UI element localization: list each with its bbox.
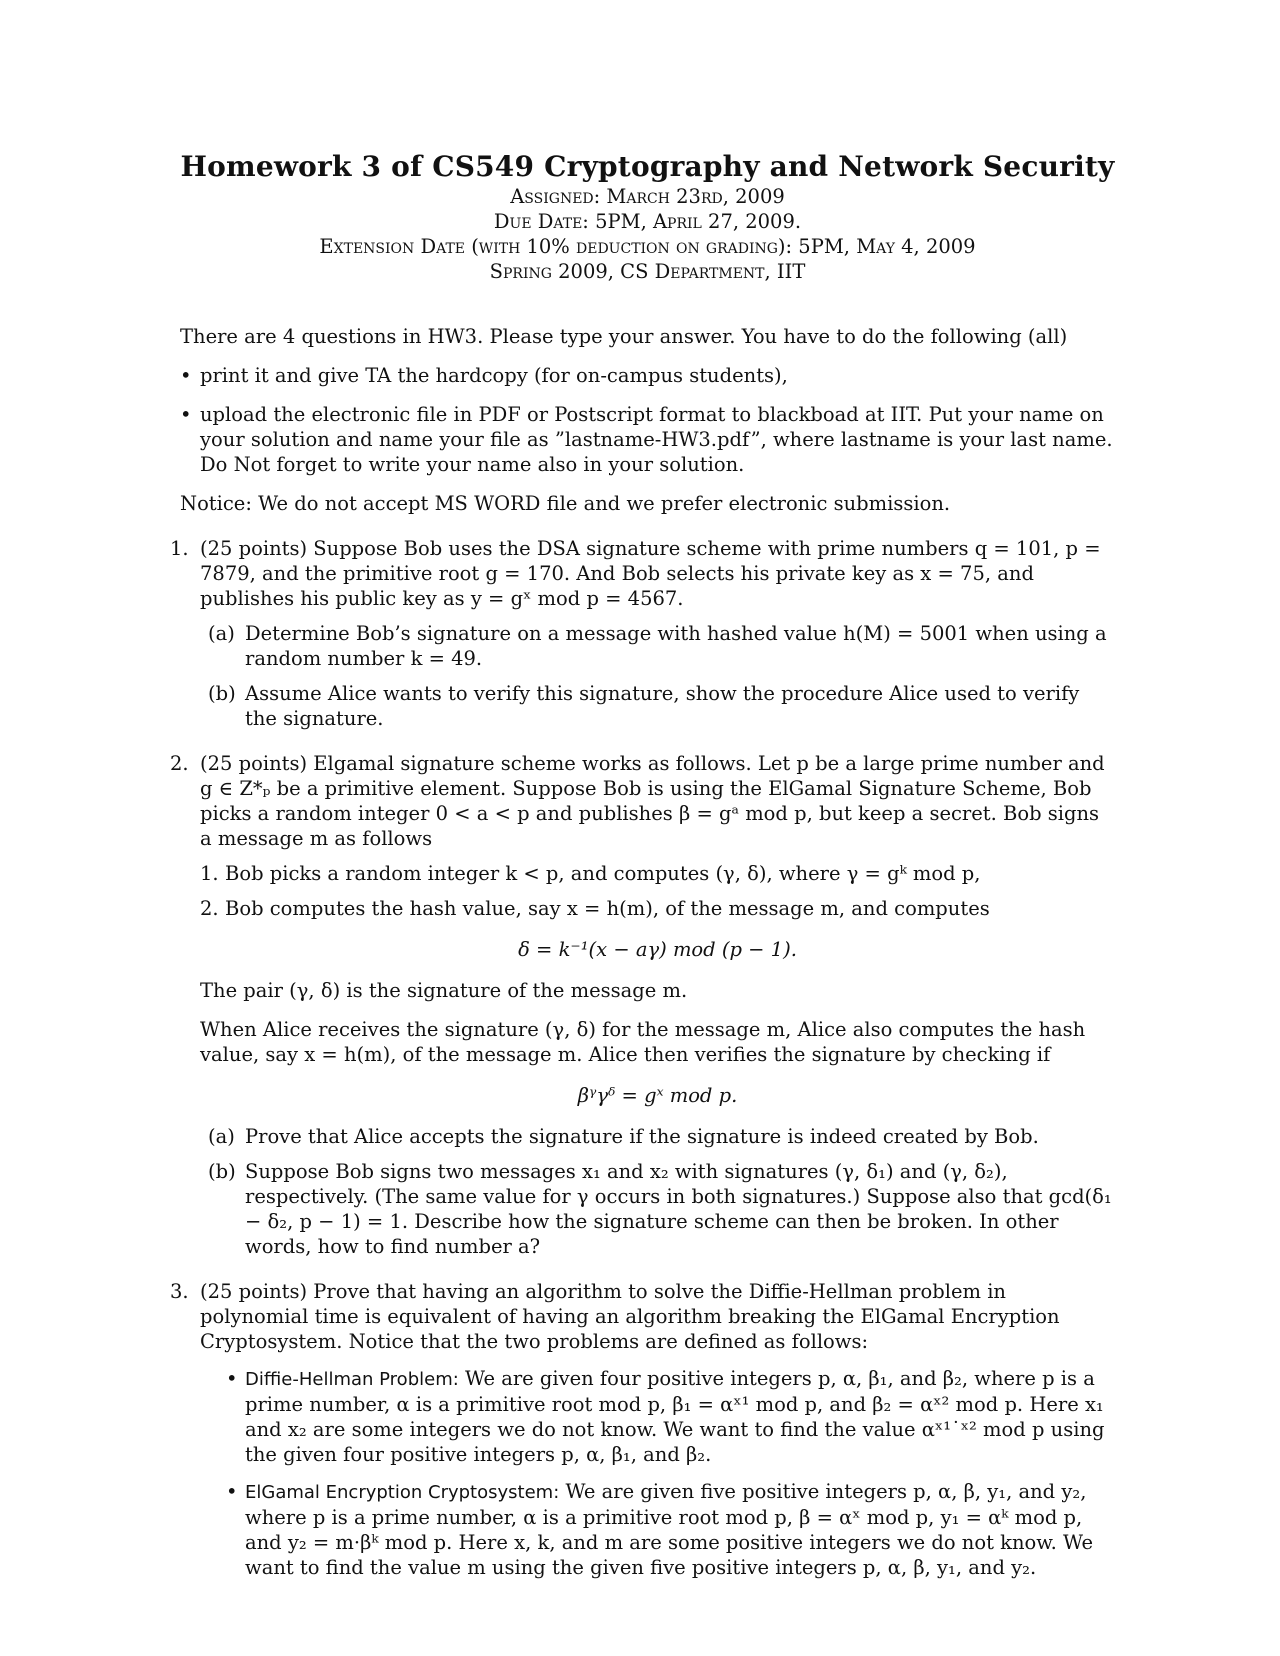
question-1a [200,621,1115,671]
question-1b [200,681,1115,731]
question-2b-label: (b) [208,1160,236,1183]
document-page [170,150,1115,1580]
question-2-number: 2. [170,752,189,775]
signature-equation: δ = k⁻¹(x − aγ) mod (p − 1). [518,938,797,961]
question-2a-label: (a) [208,1125,235,1148]
question-3-number: 3. [170,1280,189,1303]
question-1-text: (25 points) Suppose Bob uses the DSA signature scheme with prime numbers q = 101, p = 7879, and the primitive root g = 170. And Bob selects his private key as x = 75, and publishes his public key as y = gˣ mod p = 4567. [200,537,1101,610]
question-1a-text: Determine Bob’s signature on a message with hashed value h(M) = 5001 when using a random number k = 49. [245,622,1107,670]
question-2-step-2-text: Bob computes the hash value, say x = h(m), of the message m, and computes [225,897,990,920]
question-2-pair: The pair (γ, δ) is the signature of the message m. [200,979,688,1002]
question-2a-text: Prove that Alice accepts the signature if the signature is indeed created by Bob. [245,1125,1039,1148]
assigned-date: Assigned: March 23rd, 2009 [510,185,785,208]
question-1b-text: Assume Alice wants to verify this signature, show the procedure Alice used to verify the signature. [245,682,1080,730]
question-1b-label: (b) [208,682,236,705]
extension-date: Extension Date (with 10% deduction on grading): 5PM, May 4, 2009 [319,235,976,258]
question-2-step-2 [200,896,1115,921]
question-3-text: (25 points) Prove that having an algorithm to solve the Diffie-Hellman problem in polynomial time is equivalent of having an algorithm breaking the ElGamal Encryption Cryptosystem. Notice that the two problems are defined as follows: [200,1280,1060,1353]
notice: Notice: We do not accept MS WORD file and we prefer electronic submission. [180,492,951,515]
diffie-hellman-label: Diffie-Hellman Problem: [245,1369,459,1390]
verification-equation: βᵞγᵟ = gˣ mod p. [577,1084,738,1107]
intro-bullet-upload: • upload the electronic file in PDF or Postscript format to blackboad at IIT. Put your name on your solution and name your file as ”lastname-HW3.pdf”, where lastname is your last name. Do Not forget to write your name also in your solution. [180,402,1115,477]
question-2-text: (25 points) Elgamal signature scheme works as follows. Let p be a large prime number and g ∈ Z*ₚ be a primitive element. Suppose Bob is using the ElGamal Signature Scheme, Bob picks a random integer 0 < a < p and publishes β = gᵃ mod p, but keep a secret. Bob signs a message m as follows [200,752,1105,850]
question-3 [170,1279,1115,1580]
elgamal-text: We are given five positive integers p, α, β, y₁, and y₂, where p is a prime number, α is a primitive root mod p, β = αˣ mod p, y₁ = αᵏ mod p, and y₂ = m·βᵏ mod p. Here x, k, and m are some positive integers we do not know. We want to find the value m using the given five positive integers p, α, β, y₁, and y₂. [245,1480,1094,1579]
question-2b [200,1159,1115,1259]
question-2a [200,1124,1115,1149]
question-2-step-2-label: 2. [200,897,219,920]
question-2-step-1 [200,861,1115,886]
homework-title: Homework 3 of CS549 Cryptography and Network Security [180,150,1115,183]
question-2-step-1-text: Bob picks a random integer k < p, and computes (γ, δ), where γ = gᵏ mod p, [225,862,981,885]
intro-lead: There are 4 questions in HW3. Please type your answer. You have to do the following (all) [180,325,1068,348]
question-2-verify: When Alice receives the signature (γ, δ) for the message m, Alice also computes the hash value, say x = h(m), of the message m. Alice then verifies the signature by checking if [200,1018,1086,1066]
intro-bullet-print: • print it and give TA the hardcopy (for on-campus students), [180,363,1115,388]
due-date: Due Date: 5PM, April 27, 2009. [493,210,802,233]
term-line: Spring 2009, CS Department, IIT [489,260,806,283]
question-2b-text: Suppose Bob signs two messages x₁ and x₂ with signatures (γ, δ₁) and (γ, δ₂), respectively. (The same value for γ occurs in both signatures.) Suppose also that gcd(δ₁ − δ₂, p − 1) = 1. Describe how the signature scheme can then be broken. In other words, how to find number a? [245,1160,1112,1258]
diffie-hellman-item [200,1366,1115,1467]
elgamal-item [200,1479,1115,1580]
question-2 [170,751,1115,1259]
question-1 [170,536,1115,731]
question-1a-label: (a) [208,622,235,645]
elgamal-label: ElGamal Encryption Cryptosystem: [245,1482,560,1503]
question-1-number: 1. [170,537,189,560]
diffie-hellman-text: We are given four positive integers p, α, β₁, and β₂, where p is a prime number, α is a primitive root mod p, β₁ = αˣ¹ mod p, and β₂ = αˣ² mod p. Here x₁ and x₂ are some integers we do not know. We want to find the value αˣ¹˙ˣ² mod p using the given four positive integers p, α, β₁, and β₂. [245,1367,1105,1466]
question-2-step-1-label: 1. [200,862,219,885]
